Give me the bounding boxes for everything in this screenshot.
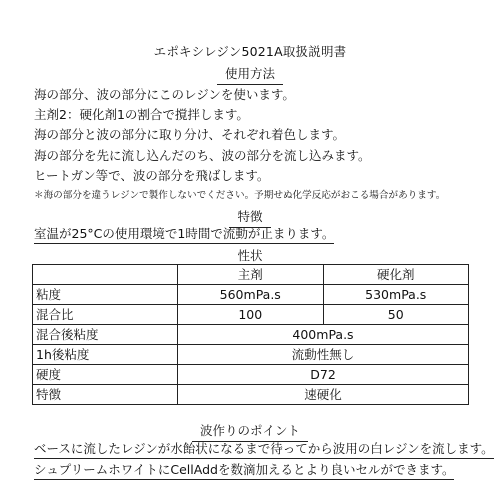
row-label: 粘度 [33,285,178,305]
row-label: 混合後粘度 [33,325,178,345]
wave-tips-line-1: ベースに流したレジンが水飴状になるまで待ってから波用の白レジンを流します。 [34,441,494,459]
table-header-empty [33,265,178,285]
wave-tips-heading-text: 波作りのポイント [192,421,308,442]
row-value: 400mPa.s [178,325,469,345]
table-row [33,385,469,405]
usage-line-5: ヒートガン等で、波の部分を飛ばします。 [34,168,270,183]
usage-heading-text: 使用方法 [217,64,283,85]
table-header-row [33,265,469,285]
features-heading-text: 特徴 [229,207,270,228]
usage-line-1: 海の部分、波の部分にこのレジンを使います。 [34,87,295,102]
table-row [33,305,469,325]
table-header-hardener: 硬化剤 [323,265,469,285]
row-main-value: 560mPa.s [178,285,324,305]
table-row [33,345,469,365]
usage-heading [0,64,500,85]
features-line: 室温が25°Cの使用環境で1時間で流動が止まります。 [34,226,334,244]
table-row [33,285,469,305]
wave-tips-line-2: シュプリームホワイトにCellAddを数滴加えるとより良いセルができます。 [34,462,454,480]
usage-note: ＊海の部分を違うレジンで製作しないでください。予期せぬ化学反応がおこる場合があります。 [34,190,446,201]
row-value: D72 [178,365,469,385]
features-heading [0,207,500,228]
usage-line-2: 主剤2：硬化剤1の割合で撹拌します。 [34,107,249,122]
properties-heading-text: 性状 [237,248,263,263]
properties-table [32,264,469,405]
usage-line-4: 海の部分を先に流し込んだのち、波の部分を流し込みます。 [34,148,371,163]
row-hardener-value: 50 [323,305,469,325]
row-value: 流動性無し [178,345,469,365]
table-header-main: 主剤 [178,265,324,285]
properties-heading [0,246,500,266]
row-label: 硬度 [33,365,178,385]
row-label: 特徴 [33,385,178,405]
row-hardener-value: 530mPa.s [323,285,469,305]
row-main-value: 100 [178,305,324,325]
row-value: 速硬化 [178,385,469,405]
row-label: 1h後粘度 [33,345,178,365]
table-row [33,365,469,385]
document-title: エポキシレジン5021A取扱説明書 [153,44,347,59]
table-row [33,325,469,345]
usage-line-3: 海の部分と波の部分に取り分け、それぞれ着色します。 [34,127,346,142]
row-label: 混合比 [33,305,178,325]
wave-tips-heading [0,421,500,442]
